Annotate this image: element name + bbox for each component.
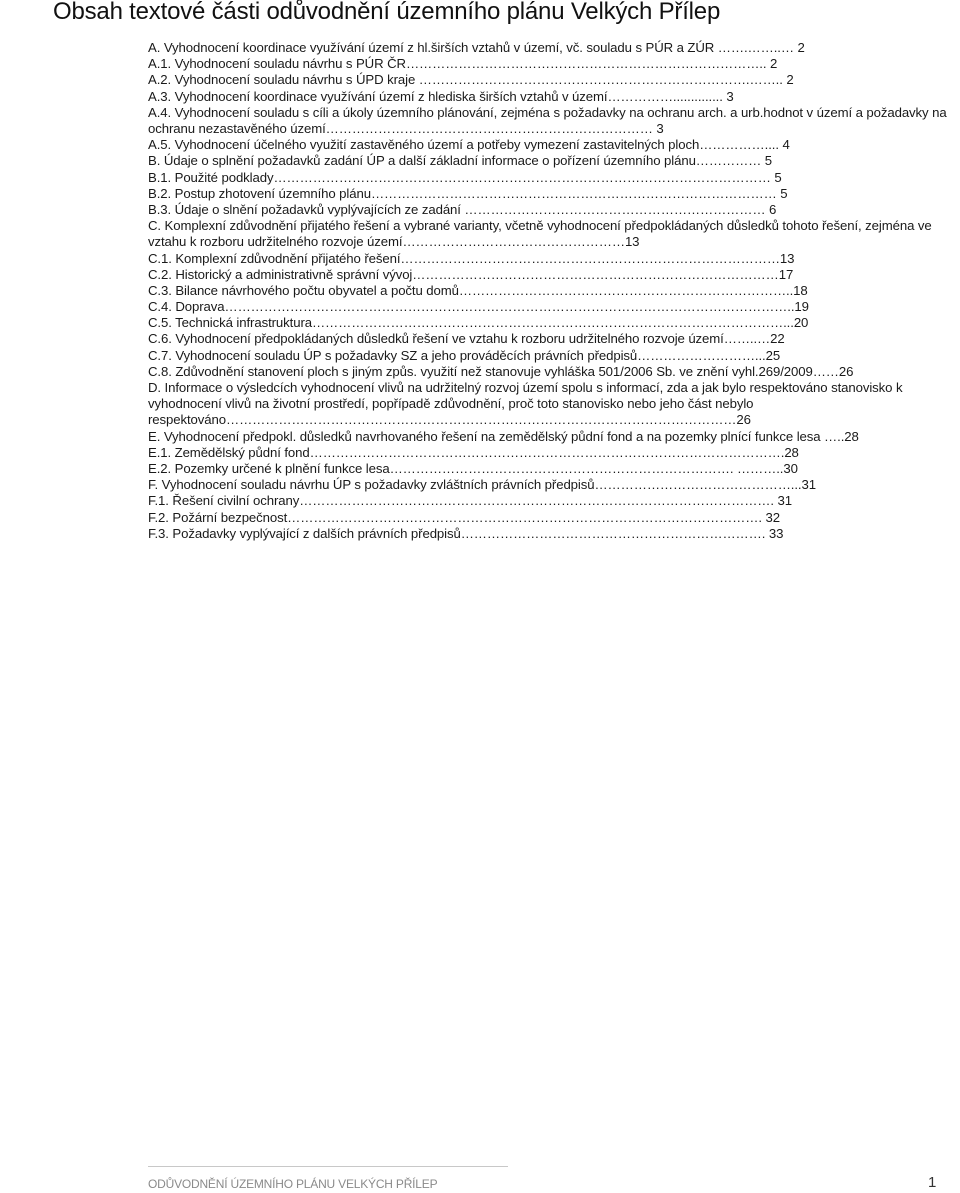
toc-entry-c3: C.3. Bilance návrhového počtu obyvatel a počtu domů…………………………………………………………………..18 — [148, 282, 808, 298]
toc-entry-c7: C.7. Vyhodnocení souladu ÚP s požadavky SZ a jeho prováděcích právních předpisů………………………...25 — [148, 347, 781, 363]
toc-entry-c1: C.1. Komplexní zdůvodnění přijatého řešení……………………………………………………………………………13 — [148, 250, 795, 266]
toc-entry-c4: C.4. Doprava…………………………………………………………………………………………………………………..19 — [148, 299, 809, 315]
toc-entry-f1: F.1. Řešení civilní ochrany………………………………………………………………………………………………. 31 — [148, 493, 792, 509]
toc-entry-a: A. Vyhodnocení koordinace využívání území z hl.širších vztahů v území, vč. souladu s PÚR a ZÚR …….……..… 2 — [148, 40, 805, 55]
toc-entry-d: D. Informace o výsledcích vyhodnocení vlivů na udržitelný rozvoj území spolu s informací, zda a jak bylo respektováno stanovisko k vyhodnocení vlivů na životní prostředí, popřípadě zdůvodnění, proč toto stanovisko nebo jeho část nebylo respektováno………………………………………………………………………………………………………26 — [148, 380, 903, 428]
toc-entry-b2: B.2. Postup zhotovení územního plánu………………………………………………………………………………… 5 — [148, 185, 788, 201]
toc-entry-e: E. Vyhodnocení předpokl. důsledků navrhovaného řešení na zemědělský půdní fond a na pozemky plnící funkce lesa …..28 — [148, 428, 859, 444]
toc-entry-f3: F.3. Požadavky vyplývající z dalších právních předpisů……………………………………………………………. 33 — [148, 525, 784, 541]
footer-title: ODŮVODNĚNÍ ÚZEMNÍHO PLÁNU VELKÝCH PŘÍLEP — [148, 1177, 438, 1191]
page-number: 1 — [928, 1174, 937, 1191]
toc-entry-b: B. Údaje o splnění požadavků zadání ÚP a další základní informace o pořízení územního plánu…………… 5 — [148, 153, 773, 169]
toc-entry-b3: B.3. Údaje o slnění požadavků vyplývajících ze zadání …………………………………………………………… 6 — [148, 201, 777, 217]
toc-entry-f2: F.2. Požární bezpečnost………………………………………………………………………………………………. 32 — [148, 509, 780, 525]
toc-entry-c5: C.5. Technická infrastruktura………………………………………………………………………………………………...20 — [148, 315, 809, 331]
toc-entry-c6: C.6. Vyhodnocení předpokládaných důsledků řešení ve vztahu k rozboru udržitelného rozvoje území……..…22 — [148, 331, 785, 347]
toc-entry-c8: C.8. Zdůvodnění stanovení ploch s jiným způs. využití než stanovuje vyhláška 501/2006 Sb. ve znění vyhl.269/2009……26 — [148, 363, 854, 379]
toc-entry-a2: A.2. Vyhodnocení souladu návrhu s ÚPD kraje ………………………………………………………………….…….. 2 — [148, 72, 794, 88]
toc-entry-a3: A.3. Vyhodnocení koordinace využívání území z hlediska širších vztahů v území…………….............. 3 — [148, 88, 734, 104]
toc-entry-a4: A.4. Vyhodnocení souladu s cíli a úkoly územního plánování, zejména s požadavky na ochranu arch. a urb.hodnot v území a požadavky na ochranu nezastavěného území………………………………………………………………… 3 — [148, 104, 947, 136]
toc-entry-a1: A.1. Vyhodnocení souladu návrhu s PÚR ČR……………………………………………………………………….. 2 — [148, 56, 778, 72]
footer-divider — [148, 1166, 508, 1167]
toc-entry-e1: E.1. Zemědělský půdní fond……………………………………………………………………………………………….28 — [148, 444, 799, 460]
toc-entry-c: C. Komplexní zdůvodnění přijatého řešení a vybrané varianty, včetně vyhodnocení předpokládaných důsledků tohoto řešení, zejména ve vztahu k rozboru udržitelného rozvoje území……………………………………………13 — [148, 218, 932, 250]
toc-entry-f: F. Vyhodnocení souladu návrhu ÚP s požadavky zvláštních právních předpisů………………………………………...31 — [148, 477, 816, 493]
toc-entry-b1: B.1. Použité podklady…………………………………………………………………………………………………… 5 — [148, 169, 782, 185]
toc-entry-e2: E.2. Pozemky určené k plnění funkce lesa……………………………………………………………………. ………..30 — [148, 460, 798, 476]
toc-entry-c2: C.2. Historický a administrativně správní vývoj…………………………………………………………………………17 — [148, 266, 794, 282]
toc-entry-a5: A.5. Vyhodnocení účelného využití zastavěného území a potřeby vymezení zastavitelných ploch…………….... 4 — [148, 137, 790, 153]
document-title: Obsah textové části odůvodnění územního plánu Velkých Přílep — [53, 0, 721, 25]
table-of-contents — [148, 40, 953, 542]
